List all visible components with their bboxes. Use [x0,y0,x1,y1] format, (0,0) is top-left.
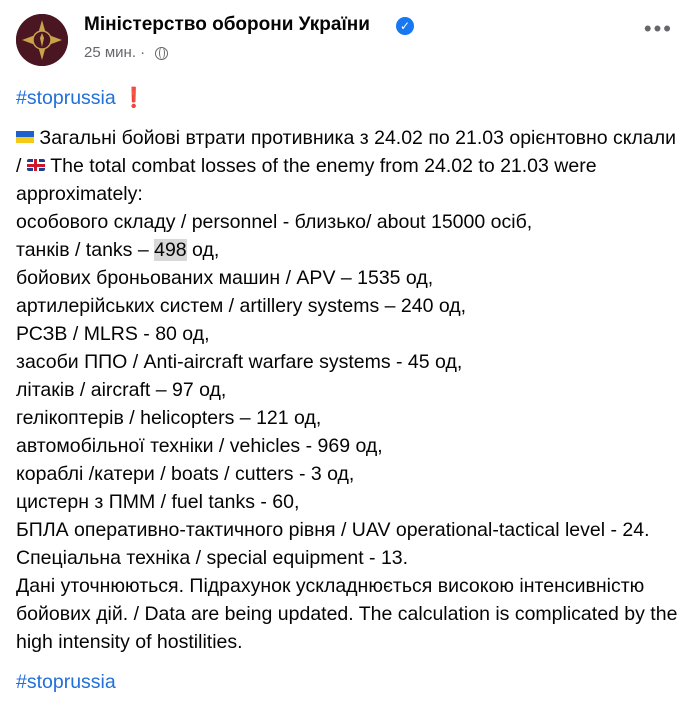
tanks-value-highlighted: 498 [154,239,187,261]
fuel-tanks-line: цистерн з ПММ / fuel tanks - 60, [16,491,300,513]
globe-icon[interactable] [155,47,168,60]
intro-ua-text: Загальні бойові втрати противника з 24.02 по 21.03 орієнтовно склали / [16,127,677,177]
ukraine-flag-icon [16,131,34,143]
personnel-line: особового складу / personnel - близько/ about 15000 осіб, [16,211,533,233]
post-meta [84,44,168,61]
helicopters-line: гелікоптерів / helicopters – 121 од, [16,407,322,429]
post-timestamp[interactable]: 25 мин. [84,44,136,61]
more-options-icon[interactable]: ••• [643,16,673,41]
mlrs-line: РСЗВ / MLRS - 80 од, [16,323,210,345]
post-intro [16,124,686,208]
note-text: Дані уточнюються. Підрахунок ускладнюється високою інтенсивністю бойових дій. / Data are being updated. The calculation is complicated by the high intensity of hostilities. [16,575,678,653]
intro-en-text: The total combat losses of the enemy from 24.02 to 21.03 were approximately: [16,155,597,205]
uav-line: БПЛА оперативно-тактичного рівня / UAV operational-tactical level - 24. [16,519,650,541]
apv-line: бойових броньованих машин / APV – 1535 од, [16,267,434,289]
boats-line: кораблі /катери / boats / cutters - 3 од, [16,463,355,485]
tanks-unit: од, [186,239,220,261]
artillery-line: артилерійських систем / artillery systems – 240 од, [16,295,467,317]
meta-separator: · [140,44,146,61]
tanks-line [16,236,686,264]
tanks-label: танків / tanks – [16,239,155,261]
hashtag-link-top[interactable]: #stoprussia [16,87,116,109]
aircraft-line: літаків / aircraft – 97 од, [16,379,227,401]
special-equipment-line: Спеціальна техніка / special equipment - 13. [16,547,409,569]
post-text [16,84,686,696]
verified-badge-icon: ✓ [396,17,414,35]
ministry-emblem-icon [16,14,68,66]
uk-flag-icon [27,159,45,171]
hashtag-link-bottom[interactable]: #stoprussia [16,671,116,693]
page-avatar[interactable] [16,14,68,66]
page-name-link[interactable]: Міністерство оборони України [84,14,370,35]
red-exclamation-icon: ❗ [121,87,146,109]
vehicles-line: автомобільної техніки / vehicles - 969 од, [16,435,383,457]
air-defense-line: засоби ППО / Anti-aircraft warfare systems - 45 од, [16,351,463,373]
